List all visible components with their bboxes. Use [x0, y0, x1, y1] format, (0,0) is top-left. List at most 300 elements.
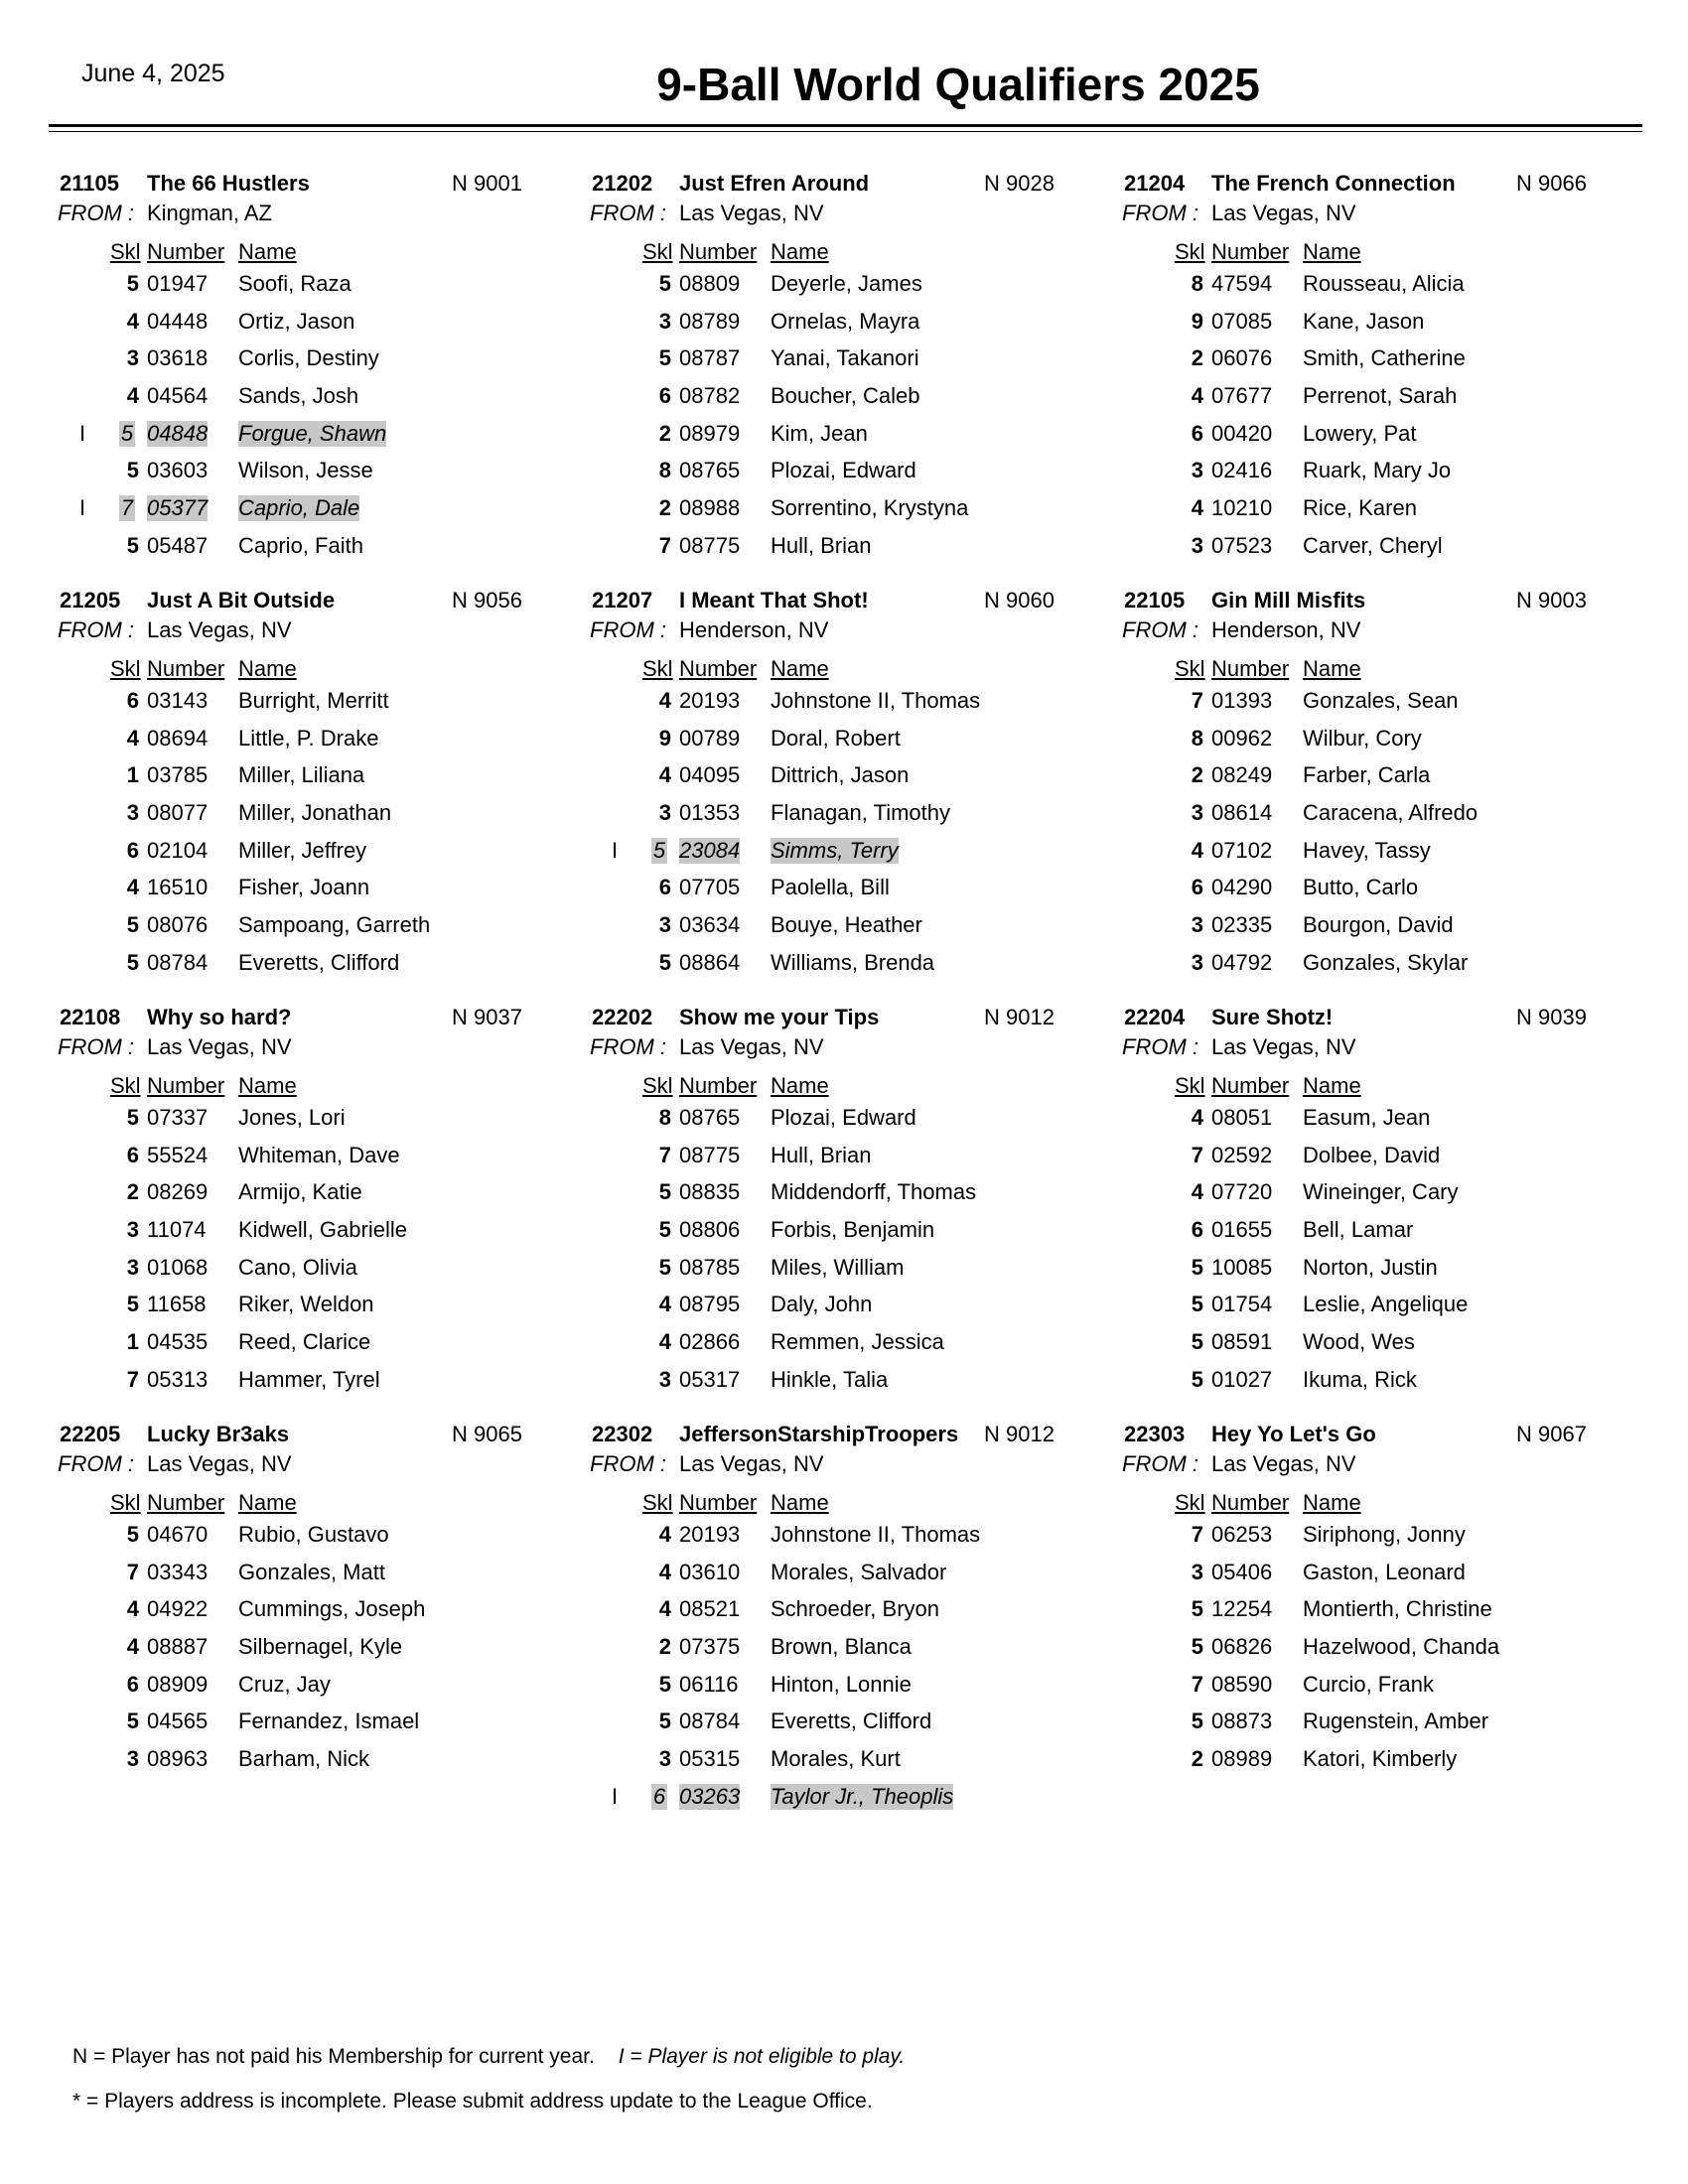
player-row: [590, 1518, 1106, 1556]
player-skill: 5: [658, 271, 671, 296]
player-row: [58, 1101, 574, 1139]
player-number: 04565: [147, 1708, 209, 1734]
player-skill: 5: [658, 1671, 671, 1697]
player-number: 08809: [679, 271, 741, 296]
player-number: 08795: [679, 1292, 741, 1317]
player-row: [58, 1363, 574, 1401]
player-list: [590, 1518, 1106, 1818]
player-name: Corlis, Destiny: [238, 345, 379, 371]
player-name: Katori, Kimberly: [1303, 1746, 1458, 1772]
player-number: 07085: [1211, 308, 1273, 334]
player-name: Taylor Jr., Theoplis: [771, 1783, 954, 1809]
player-name: Perrenot, Sarah: [1303, 383, 1458, 409]
player-name: Wilson, Jesse: [238, 458, 373, 483]
player-name: Norton, Justin: [1303, 1254, 1438, 1280]
player-list: [590, 1101, 1106, 1401]
team-number: 21202: [592, 171, 653, 196]
division-code: N 9067: [1516, 1422, 1587, 1446]
player-name: Montierth, Christine: [1303, 1596, 1492, 1622]
from-label: FROM :: [590, 201, 666, 225]
player-name: Simms, Terry: [771, 837, 899, 863]
player-name: Armijo, Katie: [238, 1179, 362, 1205]
player-row: [1122, 1592, 1638, 1630]
player-row: [590, 758, 1106, 796]
player-number: 08909: [147, 1671, 209, 1697]
note-ineligible: I = Player is not eligible to play.: [618, 2045, 906, 2068]
player-row: [1122, 379, 1638, 417]
player-number: 20193: [679, 1522, 741, 1547]
player-skill: 5: [126, 1522, 139, 1547]
player-flag: I: [79, 495, 86, 521]
player-number: 03618: [147, 345, 209, 371]
player-name: Rubio, Gustavo: [238, 1522, 389, 1547]
team-name: Gin Mill Misfits: [1211, 588, 1366, 613]
player-row: [590, 529, 1106, 567]
player-skill: 6: [1191, 1217, 1203, 1243]
from-label: FROM :: [58, 1034, 134, 1059]
player-name: Riker, Weldon: [238, 1292, 374, 1317]
player-number: 10210: [1211, 495, 1273, 521]
player-number: 02416: [1211, 458, 1273, 483]
player-number: 08591: [1211, 1329, 1273, 1355]
player-skill: 4: [126, 308, 139, 334]
player-name: Kidwell, Gabrielle: [238, 1217, 407, 1243]
column-header-number: Number: [1211, 656, 1290, 681]
player-row: [58, 491, 574, 529]
player-number: 04095: [679, 762, 741, 788]
player-row: [1122, 529, 1638, 567]
column-header-name: Name: [771, 239, 829, 264]
column-header-skill: Skl: [642, 656, 673, 681]
player-name: Williams, Brenda: [771, 949, 935, 975]
player-row: [590, 722, 1106, 759]
player-number: 47594: [1211, 271, 1273, 296]
player-row: [1122, 722, 1638, 759]
player-skill: 4: [658, 688, 671, 713]
player-number: 08784: [147, 949, 209, 975]
division-code: N 9056: [452, 588, 522, 613]
player-skill: 2: [1191, 345, 1203, 371]
player-name: Ikuma, Rick: [1303, 1366, 1417, 1392]
player-name: Flanagan, Timothy: [771, 800, 950, 826]
player-skill: 5: [126, 271, 139, 296]
player-skill: 5: [120, 420, 134, 446]
team-block: [590, 1422, 1122, 1839]
player-name: Fernandez, Ismael: [238, 1708, 420, 1734]
player-row: [590, 1363, 1106, 1401]
from-location: Henderson, NV: [1211, 617, 1361, 642]
player-row: [590, 341, 1106, 379]
player-row: [58, 1325, 574, 1363]
column-header-number: Number: [147, 1490, 225, 1515]
player-row: [590, 267, 1106, 305]
player-row: [1122, 417, 1638, 455]
team-name: Just A Bit Outside: [147, 588, 336, 613]
player-number: 02335: [1211, 912, 1273, 938]
player-name: Easum, Jean: [1303, 1105, 1431, 1130]
player-number: 08784: [679, 1708, 741, 1734]
player-number: 05315: [679, 1746, 741, 1772]
player-row: [58, 684, 574, 722]
player-skill: 5: [126, 1292, 139, 1317]
player-row: [58, 1213, 574, 1251]
player-row: [58, 417, 574, 455]
team-block: [58, 1422, 590, 1839]
division-code: N 9039: [1516, 1005, 1587, 1029]
player-number: 01655: [1211, 1217, 1273, 1243]
player-name: Remmen, Jessica: [771, 1329, 944, 1355]
player-skill: 6: [652, 1783, 666, 1809]
team-name: Just Efren Around: [679, 171, 870, 196]
player-list: [58, 1101, 574, 1401]
team-block: [1122, 1005, 1646, 1422]
player-skill: 4: [658, 1329, 671, 1355]
header-rule-thin: [49, 131, 1642, 132]
player-skill: 9: [658, 725, 671, 751]
player-number: 07720: [1211, 1179, 1273, 1205]
player-skill: 5: [658, 1179, 671, 1205]
column-header-skill: Skl: [642, 239, 673, 264]
player-number: 04448: [147, 308, 209, 334]
player-number: 08765: [679, 1105, 741, 1130]
player-number: 08989: [1211, 1746, 1273, 1772]
player-name: Rice, Karen: [1303, 495, 1417, 521]
player-skill: 4: [658, 1559, 671, 1584]
column-header-number: Number: [679, 656, 758, 681]
player-number: 03143: [147, 688, 209, 713]
player-row: [590, 1175, 1106, 1213]
from-location: Las Vegas, NV: [1211, 1451, 1356, 1476]
player-number: 08521: [679, 1596, 741, 1622]
player-name: Smith, Catherine: [1303, 345, 1466, 371]
from-label: FROM :: [58, 201, 134, 225]
note-address: * = Players address is incomplete. Please submit address update to the League Office.: [72, 2090, 873, 2113]
player-skill: 8: [658, 458, 671, 483]
player-name: Kane, Jason: [1303, 308, 1425, 334]
player-skill: 6: [658, 875, 671, 900]
player-skill: 2: [1191, 762, 1203, 788]
team-number: 22303: [1124, 1422, 1186, 1446]
player-number: 00962: [1211, 725, 1273, 751]
player-number: 08988: [679, 495, 741, 521]
column-header-number: Number: [1211, 1490, 1290, 1515]
player-number: 03634: [679, 912, 741, 938]
player-number: 08864: [679, 949, 741, 975]
team-number: 22105: [1124, 588, 1186, 613]
player-name: Dolbee, David: [1303, 1142, 1441, 1167]
column-header-skill: Skl: [110, 239, 141, 264]
player-row: [1122, 305, 1638, 342]
player-row: [58, 1175, 574, 1213]
player-skill: 7: [658, 1142, 671, 1167]
player-list: [1122, 267, 1638, 567]
player-name: Farber, Carla: [1303, 762, 1431, 788]
player-skill: 3: [1191, 532, 1203, 558]
column-header-skill: Skl: [1175, 656, 1205, 681]
player-number: 06253: [1211, 1522, 1273, 1547]
player-number: 02592: [1211, 1142, 1273, 1167]
player-number: 08873: [1211, 1708, 1273, 1734]
player-number: 10085: [1211, 1254, 1273, 1280]
column-header-skill: Skl: [110, 1073, 141, 1098]
team-name: The 66 Hustlers: [147, 171, 310, 196]
player-name: Gonzales, Skylar: [1303, 949, 1469, 975]
player-number: 01353: [679, 800, 741, 826]
player-number: 03603: [147, 458, 209, 483]
player-skill: 5: [1191, 1596, 1203, 1622]
player-skill: 4: [658, 1522, 671, 1547]
player-row: [590, 1780, 1106, 1818]
player-number: 04564: [147, 383, 209, 409]
player-skill: 4: [1191, 1179, 1203, 1205]
player-skill: 7: [126, 1366, 139, 1392]
player-skill: 4: [658, 1292, 671, 1317]
player-name: Rousseau, Alicia: [1303, 271, 1465, 296]
from-location: Henderson, NV: [679, 617, 829, 642]
player-name: Yanai, Takanori: [771, 345, 919, 371]
player-skill: 4: [1191, 837, 1203, 863]
from-location: Las Vegas, NV: [147, 617, 292, 642]
player-skill: 5: [658, 345, 671, 371]
player-number: 11074: [147, 1217, 207, 1243]
player-skill: 4: [126, 725, 139, 751]
player-number: 03610: [679, 1559, 741, 1584]
player-number: 07102: [1211, 837, 1273, 863]
player-name: Little, P. Drake: [238, 725, 379, 751]
player-skill: 4: [658, 762, 671, 788]
player-number: 05406: [1211, 1559, 1273, 1584]
player-name: Barham, Nick: [238, 1746, 370, 1772]
player-skill: 3: [1191, 949, 1203, 975]
player-row: [590, 1630, 1106, 1668]
player-name: Doral, Robert: [771, 725, 901, 751]
team-number: 21105: [60, 171, 119, 196]
from-label: FROM :: [58, 1451, 134, 1476]
player-name: Fisher, Joann: [238, 875, 370, 900]
player-name: Ornelas, Mayra: [771, 308, 920, 334]
column-header-number: Number: [679, 239, 758, 264]
header-rule-thick: [49, 124, 1642, 127]
player-number: 02104: [147, 837, 209, 863]
player-name: Wood, Wes: [1303, 1329, 1415, 1355]
player-number: 01068: [147, 1254, 209, 1280]
player-number: 00789: [679, 725, 741, 751]
player-number: 06076: [1211, 345, 1273, 371]
player-number: 01027: [1211, 1366, 1273, 1392]
player-row: [58, 1630, 574, 1668]
player-row: [590, 305, 1106, 342]
player-skill: 4: [658, 1596, 671, 1622]
player-name: Forgue, Shawn: [238, 420, 387, 446]
player-row: [1122, 341, 1638, 379]
from-location: Las Vegas, NV: [147, 1451, 292, 1476]
player-number: 05487: [147, 532, 209, 558]
player-name: Burright, Merritt: [238, 688, 389, 713]
column-header-name: Name: [238, 1490, 297, 1515]
player-row: [58, 529, 574, 567]
player-skill: 4: [1191, 495, 1203, 521]
team-block: [58, 1005, 590, 1422]
player-name: Schroeder, Bryon: [771, 1596, 939, 1622]
player-row: [58, 722, 574, 759]
player-name: Ruark, Mary Jo: [1303, 458, 1452, 483]
player-row: [590, 796, 1106, 834]
player-row: [1122, 1705, 1638, 1742]
player-name: Butto, Carlo: [1303, 875, 1419, 900]
player-skill: 3: [1191, 912, 1203, 938]
player-skill: 3: [658, 308, 671, 334]
player-skill: 3: [1191, 800, 1203, 826]
player-name: Caprio, Faith: [238, 532, 363, 558]
team-name: The French Connection: [1211, 171, 1456, 196]
player-name: Havey, Tassy: [1303, 837, 1431, 863]
player-number: 23084: [679, 837, 741, 863]
player-list: [58, 1518, 574, 1780]
player-row: [590, 491, 1106, 529]
player-name: Sampoang, Garreth: [238, 912, 431, 938]
from-label: FROM :: [1122, 1034, 1198, 1059]
player-skill: 5: [658, 1708, 671, 1734]
player-skill: 6: [1191, 875, 1203, 900]
from-location: Las Vegas, NV: [679, 201, 824, 225]
player-name: Sorrentino, Krystyna: [771, 495, 969, 521]
player-skill: 9: [1191, 308, 1203, 334]
player-row: [1122, 946, 1638, 984]
player-name: Cruz, Jay: [238, 1671, 331, 1697]
player-number: 08694: [147, 725, 209, 751]
player-row: [1122, 834, 1638, 872]
player-row: [590, 1213, 1106, 1251]
player-name: Hull, Brian: [771, 532, 872, 558]
player-name: Jones, Lori: [238, 1105, 346, 1130]
from-label: FROM :: [58, 617, 134, 642]
player-number: 20193: [679, 688, 741, 713]
player-number: 04535: [147, 1329, 209, 1355]
player-skill: 4: [126, 1596, 139, 1622]
player-number: 07523: [1211, 532, 1273, 558]
player-row: [1122, 908, 1638, 946]
player-skill: 5: [658, 1217, 671, 1243]
column-header-name: Name: [238, 656, 297, 681]
player-name: Hinton, Lonnie: [771, 1671, 912, 1697]
player-number: 07375: [679, 1634, 741, 1660]
player-skill: 4: [126, 383, 139, 409]
player-number: 07705: [679, 875, 741, 900]
column-header-number: Number: [147, 656, 225, 681]
player-row: [1122, 1556, 1638, 1593]
team-number: 21204: [1124, 171, 1186, 196]
column-header-name: Name: [771, 1073, 829, 1098]
player-row: [1122, 1518, 1638, 1556]
player-row: [58, 908, 574, 946]
player-name: Siriphong, Jonny: [1303, 1522, 1466, 1547]
player-number: 00420: [1211, 420, 1273, 446]
player-name: Middendorff, Thomas: [771, 1179, 977, 1205]
player-row: [58, 1668, 574, 1706]
player-row: [1122, 1668, 1638, 1706]
player-name: Miller, Jeffrey: [238, 837, 367, 863]
from-label: FROM :: [590, 1451, 666, 1476]
player-number: 11658: [147, 1292, 207, 1317]
team-number: 21205: [60, 588, 121, 613]
player-skill: 5: [1191, 1254, 1203, 1280]
from-label: FROM :: [1122, 201, 1198, 225]
player-name: Hinkle, Talia: [771, 1366, 889, 1392]
column-header-number: Number: [147, 239, 225, 264]
player-list: [590, 684, 1106, 984]
player-skill: 6: [126, 1142, 139, 1167]
player-row: [590, 1705, 1106, 1742]
player-number: 03343: [147, 1559, 209, 1584]
column-header-name: Name: [771, 1490, 829, 1515]
team-name: JeffersonStarshipTroopers: [679, 1422, 959, 1446]
footer-notes: [72, 2045, 905, 2134]
player-skill: 7: [1191, 1142, 1203, 1167]
from-location: Kingman, AZ: [147, 201, 272, 225]
from-location: Las Vegas, NV: [679, 1451, 824, 1476]
column-header-number: Number: [1211, 239, 1290, 264]
column-header-name: Name: [771, 656, 829, 681]
column-header-skill: Skl: [110, 656, 141, 681]
player-name: Paolella, Bill: [771, 875, 890, 900]
player-row: [1122, 1630, 1638, 1668]
player-number: 04290: [1211, 875, 1273, 900]
player-row: [1122, 1139, 1638, 1176]
player-number: 05313: [147, 1366, 209, 1392]
player-number: 07677: [1211, 383, 1273, 409]
column-header-skill: Skl: [642, 1490, 673, 1515]
player-number: 08775: [679, 1142, 741, 1167]
division-code: N 9012: [984, 1422, 1055, 1446]
player-name: Gaston, Leonard: [1303, 1559, 1466, 1584]
player-row: [590, 1139, 1106, 1176]
team-number: 22302: [592, 1422, 653, 1446]
player-row: [590, 946, 1106, 984]
division-code: N 9065: [452, 1422, 522, 1446]
player-skill: 5: [126, 458, 139, 483]
player-skill: 7: [1191, 1671, 1203, 1697]
from-location: Las Vegas, NV: [1211, 201, 1356, 225]
player-name: Cummings, Joseph: [238, 1596, 426, 1622]
player-list: [590, 267, 1106, 567]
player-skill: 6: [126, 837, 139, 863]
player-name: Daly, John: [771, 1292, 873, 1317]
player-name: Forbis, Benjamin: [771, 1217, 935, 1243]
player-name: Caprio, Dale: [238, 495, 360, 521]
player-number: 08775: [679, 532, 741, 558]
player-name: Carver, Cheryl: [1303, 532, 1443, 558]
player-name: Plozai, Edward: [771, 1105, 916, 1130]
team-block: [590, 171, 1122, 588]
player-skill: 4: [1191, 383, 1203, 409]
player-skill: 3: [1191, 458, 1203, 483]
team-block: [590, 1005, 1122, 1422]
report-title: 9-Ball World Qualifiers 2025: [656, 59, 1260, 110]
player-name: Plozai, Edward: [771, 458, 916, 483]
player-list: [1122, 684, 1638, 984]
player-skill: 8: [658, 1105, 671, 1130]
player-number: 08887: [147, 1634, 209, 1660]
player-name: Reed, Clarice: [238, 1329, 371, 1355]
player-skill: 5: [1191, 1634, 1203, 1660]
player-name: Johnstone II, Thomas: [771, 1522, 981, 1547]
player-number: 01947: [147, 271, 209, 296]
player-row: [590, 834, 1106, 872]
column-header-skill: Skl: [1175, 239, 1205, 264]
player-skill: 5: [126, 949, 139, 975]
player-name: Boucher, Caleb: [771, 383, 920, 409]
player-number: 07337: [147, 1105, 209, 1130]
